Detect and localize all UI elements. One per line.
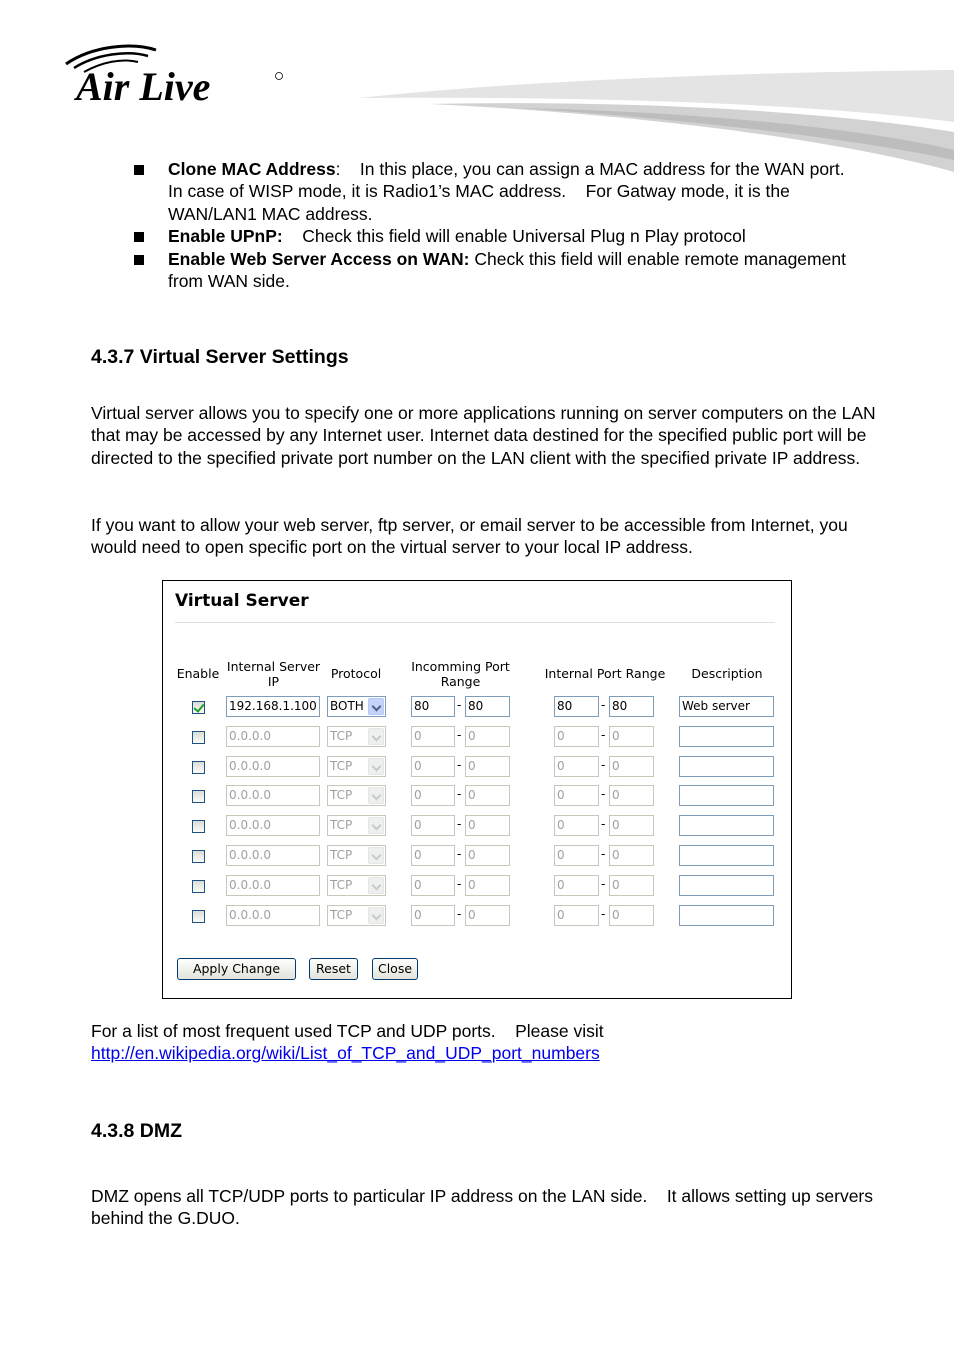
panel-title: Virtual Server	[175, 591, 309, 611]
title-divider	[175, 622, 775, 623]
protocol-value: TCP	[330, 729, 353, 743]
enable-checkbox[interactable]	[192, 731, 205, 744]
range-separator: -	[457, 787, 462, 801]
protocol-select[interactable]	[327, 815, 386, 836]
enable-checkbox[interactable]	[192, 820, 205, 833]
range-separator: -	[457, 847, 462, 861]
internal-port-to-input[interactable]: 0	[609, 845, 654, 866]
internal-port-to-input[interactable]: 0	[609, 756, 654, 777]
chevron-down-icon	[368, 758, 384, 775]
range-separator: -	[457, 728, 462, 742]
bullet-text: Check this field will enable remote management from WAN side.	[168, 248, 846, 292]
incoming-port-from-input[interactable]: 0	[411, 785, 455, 806]
table-row	[163, 785, 791, 807]
enable-checkbox[interactable]	[192, 910, 205, 923]
range-separator: -	[601, 758, 606, 772]
protocol-select[interactable]	[327, 726, 386, 747]
description-input[interactable]	[679, 845, 774, 866]
ports-note-text: For a list of most frequent used TCP and UDP ports. Please visit	[91, 1021, 604, 1041]
protocol-select[interactable]	[327, 696, 386, 717]
table-row	[163, 905, 791, 927]
ports-wiki-link[interactable]: http://en.wikipedia.org/wiki/List_of_TCP_and_UDP_port_numbers	[91, 1043, 600, 1064]
bullet-term: Enable UPnP:	[168, 226, 283, 247]
server-ip-input[interactable]: 0.0.0.0	[226, 815, 320, 836]
protocol-select[interactable]	[327, 875, 386, 896]
protocol-value: TCP	[330, 848, 353, 862]
incoming-port-from-input[interactable]: 0	[411, 845, 455, 866]
server-ip-input[interactable]: 0.0.0.0	[226, 726, 320, 747]
incoming-port-to-input[interactable]: 0	[465, 875, 510, 896]
section-heading-dmz: 4.3.8 DMZ	[91, 1120, 183, 1142]
range-separator: -	[601, 847, 606, 861]
internal-port-from-input[interactable]: 0	[554, 905, 599, 926]
bullet-text: : In this place, you can assign a MAC address for the WAN port. In case of WISP mode, it is Radio1’s MAC address. For Gatway mode, it is the WAN/LAN1 MAC address.	[168, 159, 860, 224]
virtual-server-paragraph-1: Virtual server allows you to specify one or more applications running on server computers on the LAN that may be accessed by any Internet user. Internet data destined for the specified public port will be directed to the specified private port number on the LAN client with the specified private IP address.	[91, 403, 876, 468]
description-input[interactable]: Web server	[679, 696, 774, 717]
airlive-logo	[62, 42, 292, 108]
incoming-port-from-input[interactable]: 80	[411, 696, 455, 717]
col-header-ip: Internal Server IP	[226, 659, 321, 689]
chevron-down-icon	[368, 728, 384, 745]
incoming-port-to-input[interactable]: 0	[465, 726, 510, 747]
description-input[interactable]	[679, 726, 774, 747]
range-separator: -	[457, 698, 462, 712]
chevron-down-icon	[368, 847, 384, 864]
protocol-value: TCP	[330, 878, 353, 892]
protocol-value: BOTH	[330, 699, 364, 713]
chevron-down-icon	[368, 907, 384, 924]
protocol-value: TCP	[330, 759, 353, 773]
range-separator: -	[601, 787, 606, 801]
col-header-protocol: Protocol	[330, 666, 382, 681]
bullet-web-access	[130, 248, 875, 293]
range-separator: -	[457, 907, 462, 921]
bullet-square-icon	[134, 232, 144, 242]
protocol-value: TCP	[330, 788, 353, 802]
bullet-term: Enable Web Server Access on WAN:	[168, 248, 470, 269]
incoming-port-to-input[interactable]: 80	[465, 696, 510, 717]
server-ip-input[interactable]: 0.0.0.0	[226, 756, 320, 777]
table-row	[163, 815, 791, 837]
chevron-down-icon	[368, 817, 384, 834]
internal-port-from-input[interactable]: 0	[554, 726, 599, 747]
chevron-down-icon	[368, 698, 384, 715]
dmz-paragraph: DMZ opens all TCP/UDP ports to particular IP address on the LAN side. It allows setting up servers behind the G.DUO.	[91, 1186, 874, 1229]
virtual-server-panel	[162, 580, 792, 999]
range-separator: -	[457, 758, 462, 772]
internal-port-from-input[interactable]: 0	[554, 785, 599, 806]
enable-checkbox[interactable]	[192, 761, 205, 774]
description-input[interactable]	[679, 756, 774, 777]
internal-port-from-input[interactable]: 0	[554, 875, 599, 896]
bullet-square-icon	[134, 165, 144, 175]
table-row	[163, 696, 791, 718]
incoming-port-to-input[interactable]: 0	[465, 905, 510, 926]
close-button[interactable]: Close	[372, 958, 418, 980]
protocol-select[interactable]	[327, 785, 386, 806]
chevron-down-icon	[368, 877, 384, 894]
protocol-select[interactable]	[327, 905, 386, 926]
server-ip-input[interactable]: 0.0.0.0	[226, 875, 320, 896]
server-ip-input[interactable]: 192.168.1.100	[226, 696, 320, 717]
internal-port-to-input[interactable]: 0	[609, 815, 654, 836]
enable-checkbox[interactable]	[192, 701, 205, 714]
internal-port-to-input[interactable]: 80	[609, 696, 654, 717]
internal-port-from-input[interactable]: 0	[554, 815, 599, 836]
incoming-port-to-input[interactable]: 0	[465, 756, 510, 777]
ports-note	[91, 1020, 881, 1065]
reset-button[interactable]: Reset	[309, 958, 358, 980]
bullet-square-icon	[134, 255, 144, 265]
incoming-port-to-input[interactable]: 0	[465, 815, 510, 836]
bullet-term: Clone MAC Address	[168, 159, 336, 179]
range-separator: -	[601, 728, 606, 742]
enable-checkbox[interactable]	[192, 790, 205, 803]
description-input[interactable]	[679, 875, 774, 896]
table-row	[163, 845, 791, 867]
range-separator: -	[457, 817, 462, 831]
internal-port-from-input[interactable]: 80	[554, 696, 599, 717]
range-separator: -	[601, 817, 606, 831]
internal-port-to-input[interactable]: 0	[609, 905, 654, 926]
internal-port-to-input[interactable]: 0	[609, 726, 654, 747]
logo-text: Air Live	[76, 64, 211, 108]
internal-port-from-input[interactable]: 0	[554, 845, 599, 866]
range-separator: -	[601, 698, 606, 712]
range-separator: -	[601, 877, 606, 891]
bullet-clone-mac	[130, 158, 875, 225]
section-heading-virtual-server: 4.3.7 Virtual Server Settings	[91, 346, 349, 368]
range-separator: -	[457, 877, 462, 891]
incoming-port-to-input[interactable]: 0	[465, 785, 510, 806]
col-header-description: Description	[691, 666, 763, 681]
protocol-value: TCP	[330, 818, 353, 832]
enable-checkbox[interactable]	[192, 880, 205, 893]
col-header-internal-range: Internal Port Range	[544, 666, 666, 681]
incoming-port-from-input[interactable]: 0	[411, 756, 455, 777]
protocol-select[interactable]	[327, 845, 386, 866]
bullet-enable-upnp	[130, 225, 875, 247]
server-ip-input[interactable]: 0.0.0.0	[226, 905, 320, 926]
enable-checkbox[interactable]	[192, 850, 205, 863]
bullet-text: Check this field will enable Universal Plug n Play protocol	[282, 226, 746, 247]
internal-port-to-input[interactable]: 0	[609, 785, 654, 806]
protocol-select[interactable]	[327, 756, 386, 777]
col-header-incoming-range: Incomming Port Range	[411, 659, 510, 689]
internal-port-from-input[interactable]: 0	[554, 756, 599, 777]
incoming-port-from-input[interactable]: 0	[411, 875, 455, 896]
server-ip-input[interactable]: 0.0.0.0	[226, 845, 320, 866]
server-ip-input[interactable]: 0.0.0.0	[226, 785, 320, 806]
col-header-enable: Enable	[176, 666, 220, 681]
incoming-port-from-input[interactable]: 0	[411, 815, 455, 836]
incoming-port-to-input[interactable]: 0	[465, 845, 510, 866]
internal-port-to-input[interactable]: 0	[609, 875, 654, 896]
chevron-down-icon	[368, 787, 384, 804]
range-separator: -	[601, 907, 606, 921]
description-input[interactable]	[679, 905, 774, 926]
incoming-port-from-input[interactable]: 0	[411, 905, 455, 926]
description-input[interactable]	[679, 815, 774, 836]
protocol-value: TCP	[330, 908, 353, 922]
description-input[interactable]	[679, 785, 774, 806]
virtual-server-paragraph-2: If you want to allow your web server, ftp server, or email server to be accessible from Internet, you would need to open specific port on the virtual server to your local IP address.	[91, 515, 848, 558]
feature-bullets	[130, 158, 875, 292]
incoming-port-from-input[interactable]: 0	[411, 726, 455, 747]
table-row	[163, 875, 791, 897]
apply-change-button[interactable]: Apply Change	[177, 958, 296, 980]
table-row	[163, 756, 791, 778]
table-row	[163, 726, 791, 748]
